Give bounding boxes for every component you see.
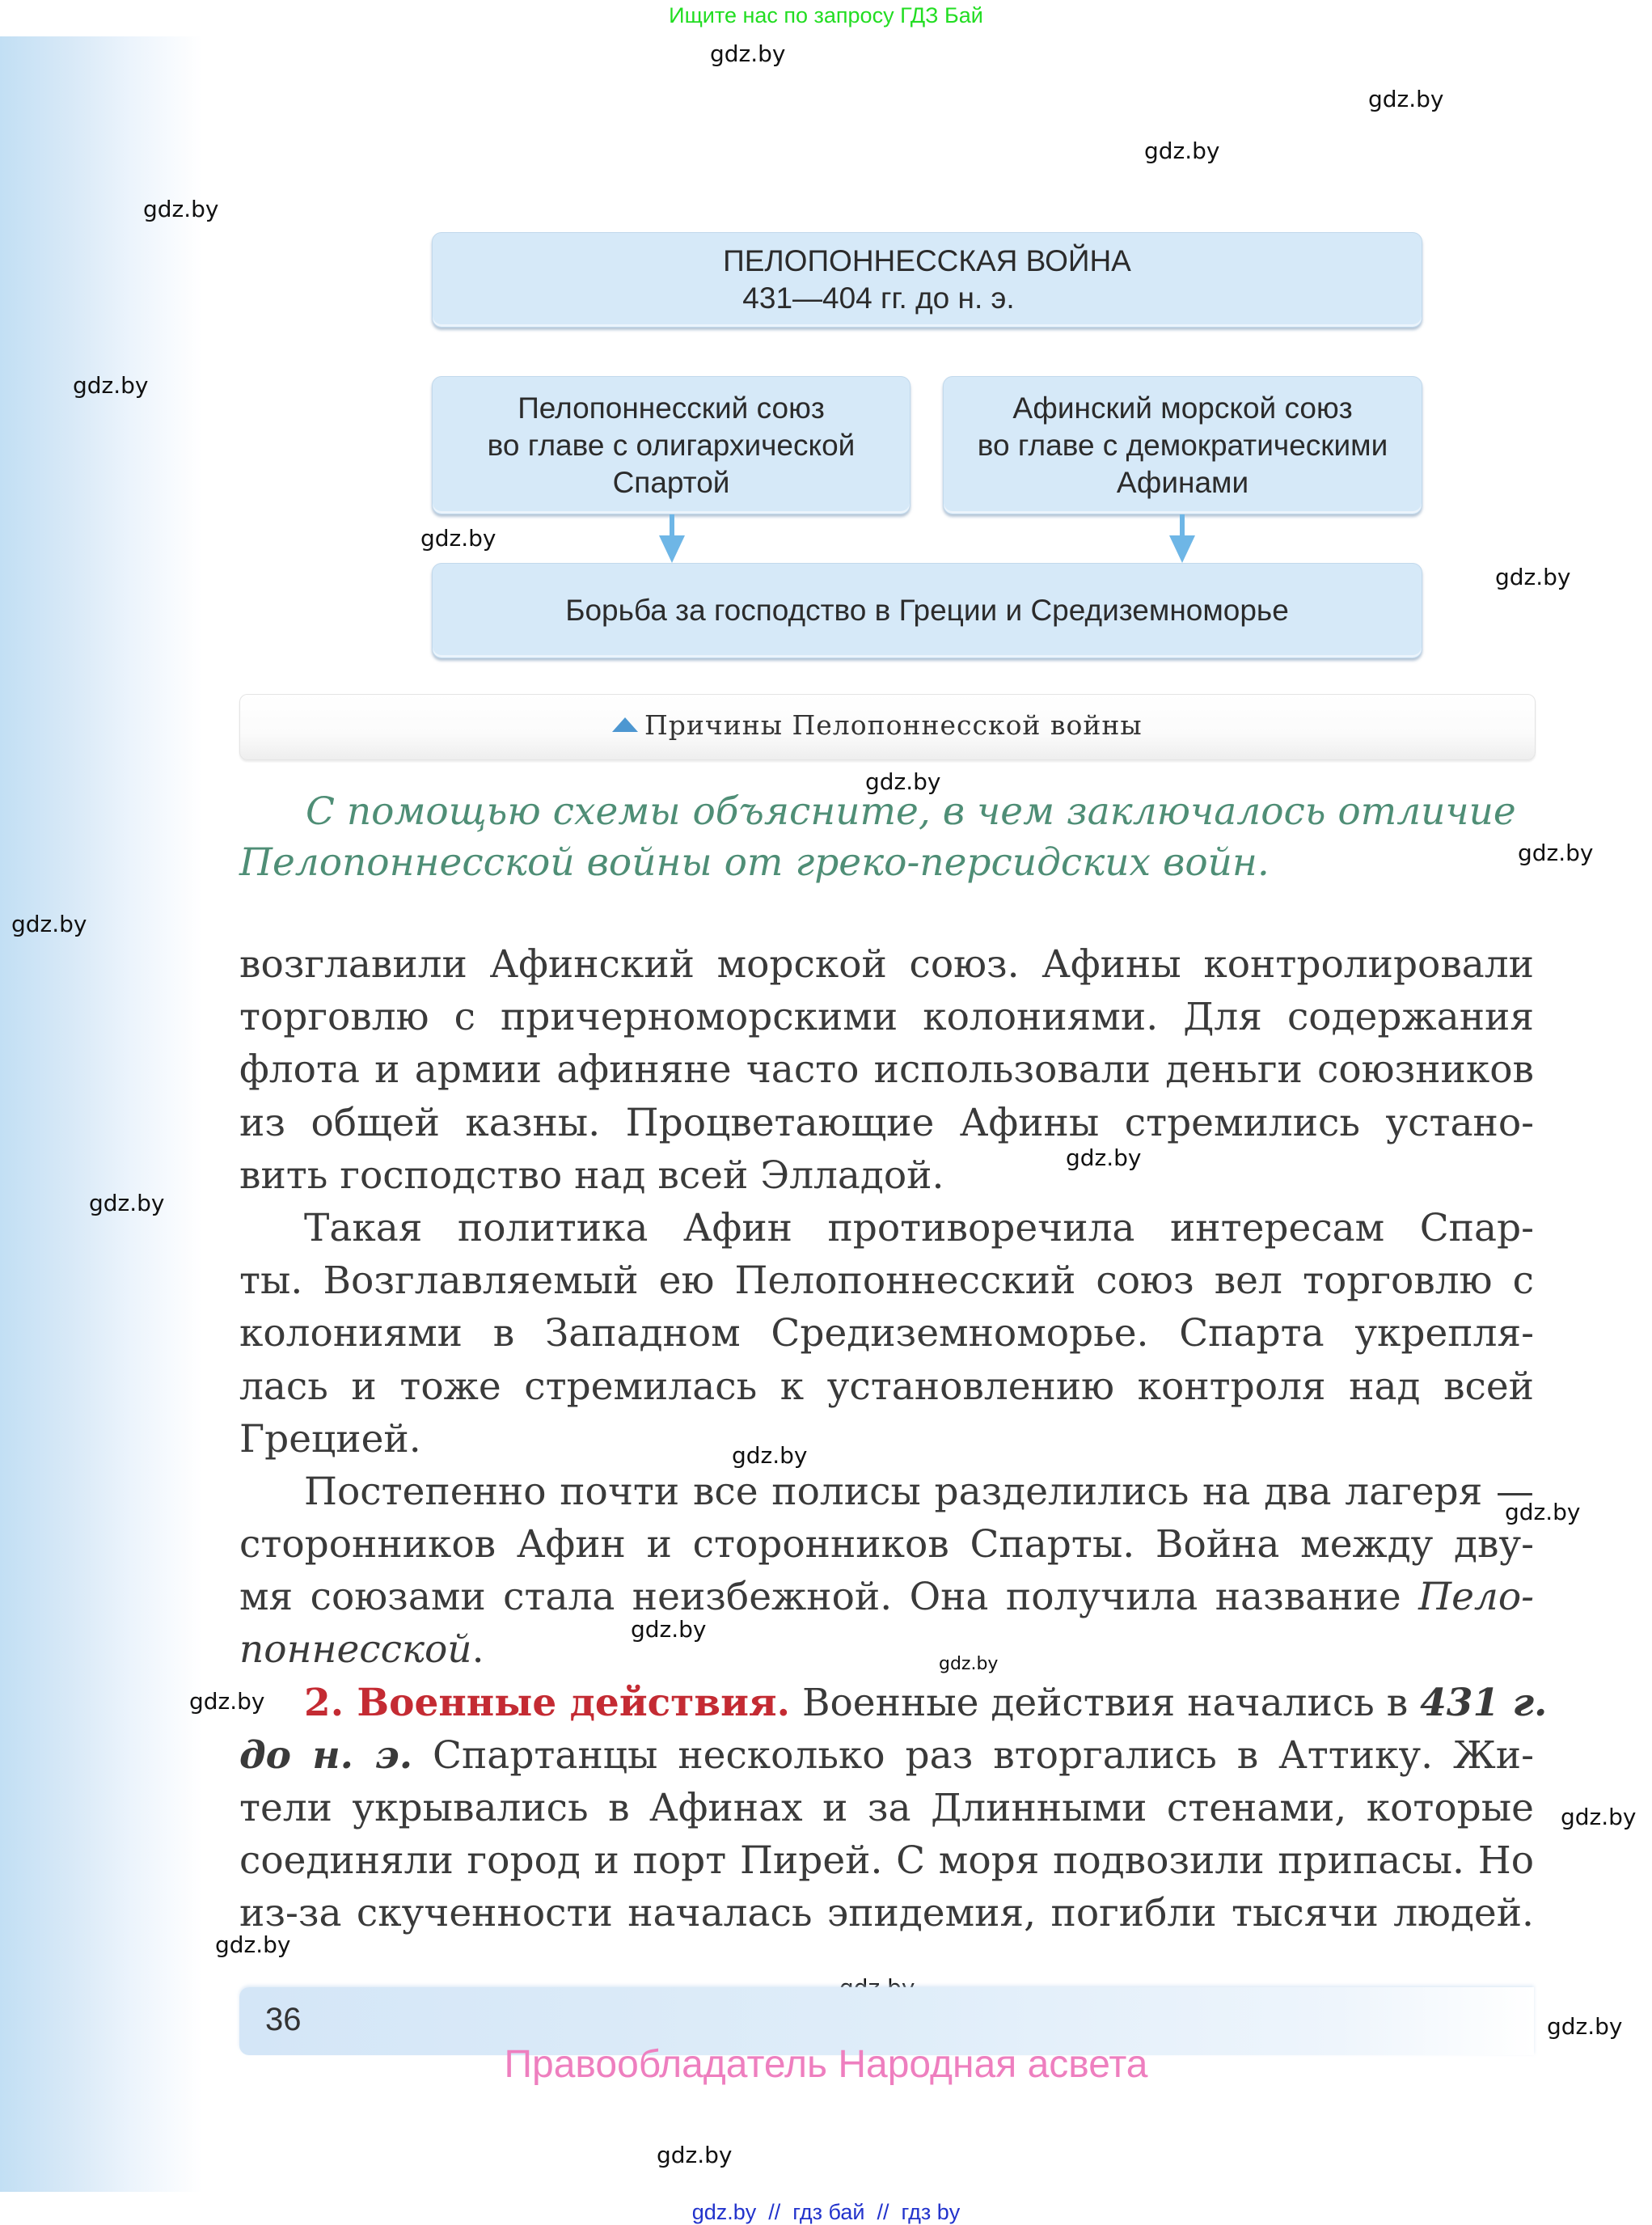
site-links[interactable]: gdz.by // гдз бай // гдз by bbox=[691, 2200, 961, 2224]
page-number: 36 bbox=[265, 2002, 302, 2037]
box-line: Афинами bbox=[1116, 465, 1249, 499]
text-line: соединяли город и порт Пирей. С моря подвозили припасы. Но bbox=[239, 1838, 1534, 1884]
watermark: gdz.by bbox=[73, 372, 149, 399]
section-heading-line bbox=[239, 1677, 1548, 1729]
text-line: Грецией. bbox=[239, 1416, 421, 1461]
question-line-2: Пелопоннесской войны от греко-персидских войн. bbox=[239, 840, 1270, 885]
text-fragment: Спартанцы несколько раз вторгались в Аттику. Жи- bbox=[412, 1732, 1534, 1778]
watermark: gdz.by bbox=[1561, 1804, 1637, 1830]
box-line: Пелопоннесский союз bbox=[518, 391, 825, 425]
text-line bbox=[239, 1729, 1534, 1782]
watermark: gdz.by bbox=[865, 768, 941, 795]
term-italic: Пело- bbox=[1418, 1575, 1534, 1620]
text-line: тели укрывались в Афинах и за Длинными стенами, которые bbox=[239, 1786, 1534, 1830]
watermark: gdz.by bbox=[1144, 137, 1220, 164]
watermark: gdz.by bbox=[189, 1688, 265, 1715]
text-line: ты. Возглавляемый ею Пелопоннесский союз вел торговлю с bbox=[239, 1258, 1534, 1304]
diagram-title: ПЕЛОПОННЕССКАЯ ВОЙНА bbox=[723, 244, 1131, 277]
text-fragment: Военные действия начались в bbox=[790, 1680, 1421, 1725]
watermark: gdz.by bbox=[420, 525, 496, 552]
text-line: Такая политика Афин противоречила интересам Спар- bbox=[304, 1205, 1534, 1250]
watermark: gdz.by bbox=[89, 1190, 165, 1216]
watermark: gdz.by bbox=[143, 196, 219, 222]
diagram-dates: 431—404 гг. до н. э. bbox=[742, 281, 1015, 315]
watermark: gdz.by bbox=[1518, 840, 1594, 866]
watermark: gdz.by bbox=[710, 40, 786, 67]
text-line: флота и армии афиняне часто использовали деньги союзников bbox=[239, 1047, 1534, 1093]
text-fragment: мя союзами стала неизбежной. Она получила название bbox=[239, 1575, 1419, 1620]
box-line: Афинский морской союз bbox=[1012, 391, 1353, 425]
date-emphasis: до н. э. bbox=[239, 1732, 413, 1778]
arrow-down-icon bbox=[1169, 514, 1195, 563]
text-line: лась и тоже стремилась к установлению контроля над всей bbox=[239, 1364, 1534, 1409]
watermark: gdz.by bbox=[657, 2142, 733, 2168]
copyright-holder: Правообладатель Народная асвета bbox=[504, 2043, 1148, 2086]
struggle-result-box bbox=[432, 563, 1422, 658]
text-line: сторонников Афин и сторонников Спарты. Война между дву- bbox=[239, 1522, 1534, 1567]
arrow-down-icon bbox=[659, 514, 685, 563]
text-line: из-за скученности началась эпидемия, погибли тысячи людей. bbox=[239, 1891, 1534, 1936]
text-line: Постепенно почти все полисы разделились на два лагеря — bbox=[304, 1469, 1534, 1514]
box-line: во главе с демократическими bbox=[977, 428, 1388, 462]
watermark: gdz.by bbox=[1547, 2013, 1623, 2040]
box-line: Спартой bbox=[612, 465, 730, 499]
date-emphasis: 431 г. bbox=[1420, 1680, 1548, 1725]
watermark: gdz.by bbox=[1368, 86, 1444, 112]
watermark: gdz.by bbox=[1505, 1499, 1581, 1525]
watermark: gdz.by bbox=[631, 1616, 707, 1643]
text-line: вить господство над всей Элладой. bbox=[239, 1153, 944, 1198]
text-line bbox=[239, 1623, 1534, 1676]
watermark: gdz.by bbox=[1066, 1144, 1142, 1171]
peloponnesian-league-box bbox=[432, 376, 911, 514]
section-heading: 2. Военные действия. bbox=[304, 1680, 791, 1725]
diagram-title-box bbox=[432, 232, 1422, 328]
athenian-league-box bbox=[943, 376, 1422, 514]
text-line bbox=[239, 1571, 1534, 1623]
watermark: gdz.by bbox=[215, 1931, 291, 1958]
text-line: колониями в Западном Средиземноморье. Спарта укрепля- bbox=[239, 1311, 1534, 1356]
text-line: из общей казны. Процветающие Афины стремились устано- bbox=[239, 1100, 1534, 1145]
triangle-marker-icon bbox=[612, 717, 638, 732]
watermark: gdz.by bbox=[11, 911, 87, 937]
search-hint-banner: Ищите нас по запросу ГДЗ Бай bbox=[669, 3, 983, 27]
result-text: Борьба за господство в Греции и Средиземноморье bbox=[565, 594, 1289, 627]
text-line: торговлю с причерноморскими колониями. Для содержания bbox=[239, 995, 1534, 1040]
text-line: возглавили Афинский морской союз. Афины контролировали bbox=[239, 942, 1534, 987]
box-line: во главе с олигархической bbox=[487, 428, 856, 462]
caption-text: Причины Пелопоннесской войны bbox=[644, 709, 1143, 741]
watermark: gdz.by bbox=[1495, 564, 1571, 590]
term-italic: поннесской bbox=[239, 1627, 472, 1673]
text-fragment: . bbox=[471, 1627, 484, 1673]
page-margin-strip bbox=[0, 36, 202, 2192]
watermark: gdz.by bbox=[732, 1442, 808, 1469]
question-line-1: С помощью схемы объясните, в чем заключалось отличие bbox=[306, 789, 1516, 834]
watermark: gdz.by bbox=[939, 1654, 999, 1674]
figure-caption bbox=[239, 694, 1536, 760]
